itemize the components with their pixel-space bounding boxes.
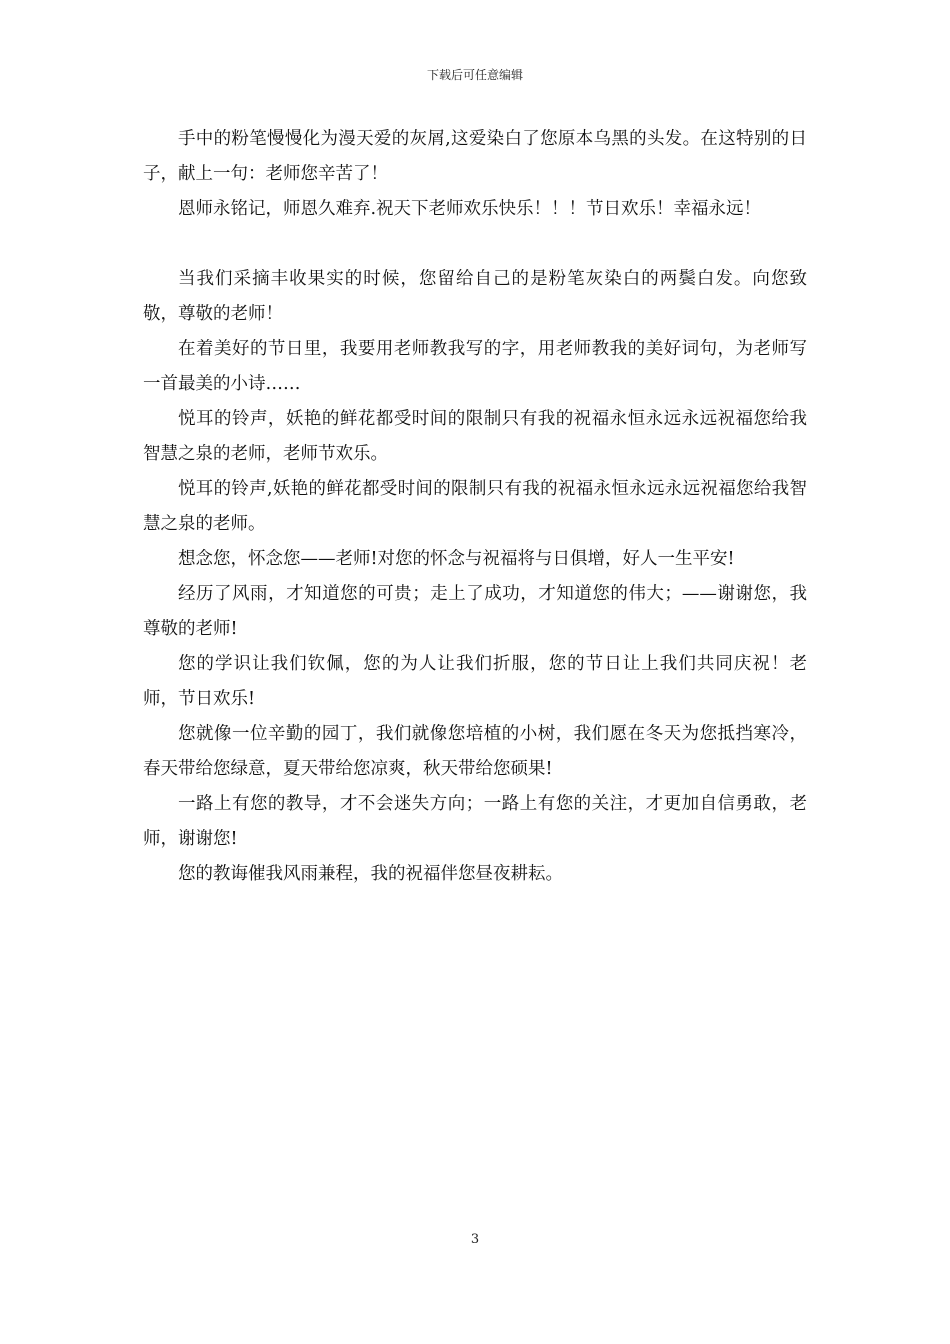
page-header: 下载后可任意编辑 [426, 68, 523, 82]
page-number: 3 [470, 1232, 480, 1247]
paragraph-3: 当我们采摘丰收果实的时候，您留给自己的是粉笔灰染白的两鬓白发。向您致敬，尊敬的老师！ [143, 269, 807, 324]
paragraph-5: 悦耳的铃声，妖艳的鲜花都受时间的限制只有我的祝福永恒永远永远祝福您给我智慧之泉的老师，老师节欢乐。 [143, 409, 807, 464]
paragraph-9: 您的学识让我们钦佩，您的为人让我们折服，您的节日让上我们共同庆祝！老师，节日欢乐! [143, 654, 807, 709]
paragraph-1: 手中的粉笔慢慢化为漫天爱的灰屑,这爱染白了您原本乌黑的头发。在这特别的日子，献上一句：老师您辛苦了！ [143, 129, 807, 184]
document-body [143, 122, 807, 892]
paragraph-6: 悦耳的铃声,妖艳的鲜花都受时间的限制只有我的祝福永恒永远永远祝福您给我智慧之泉的老师。 [143, 479, 807, 534]
paragraph-8: 经历了风雨，才知道您的可贵；走上了成功，才知道您的伟大；——谢谢您，我尊敬的老师! [143, 584, 807, 639]
paragraph-10: 您就像一位辛勤的园丁，我们就像您培植的小树，我们愿在冬天为您抵挡寒冷，春天带给您绿意，夏天带给您凉爽，秋天带给您硕果! [143, 724, 807, 779]
paragraph-4: 在着美好的节日里，我要用老师教我写的字，用老师教我的美好词句，为老师写一首最美的小诗…… [143, 339, 807, 394]
paragraph-11: 一路上有您的教导，才不会迷失方向；一路上有您的关注，才更加自信勇敢，老师，谢谢您! [143, 794, 807, 849]
paragraph-spacer [143, 227, 807, 262]
paragraph-7: 想念您，怀念您——老师!对您的怀念与祝福将与日俱增，好人一生平安! [178, 549, 735, 569]
paragraph-2: 恩师永铭记，师恩久难弃.祝天下老师欢乐快乐！！！节日欢乐！幸福永远！ [178, 199, 762, 219]
paragraph-12: 您的教诲催我风雨兼程，我的祝福伴您昼夜耕耘。 [178, 864, 563, 884]
